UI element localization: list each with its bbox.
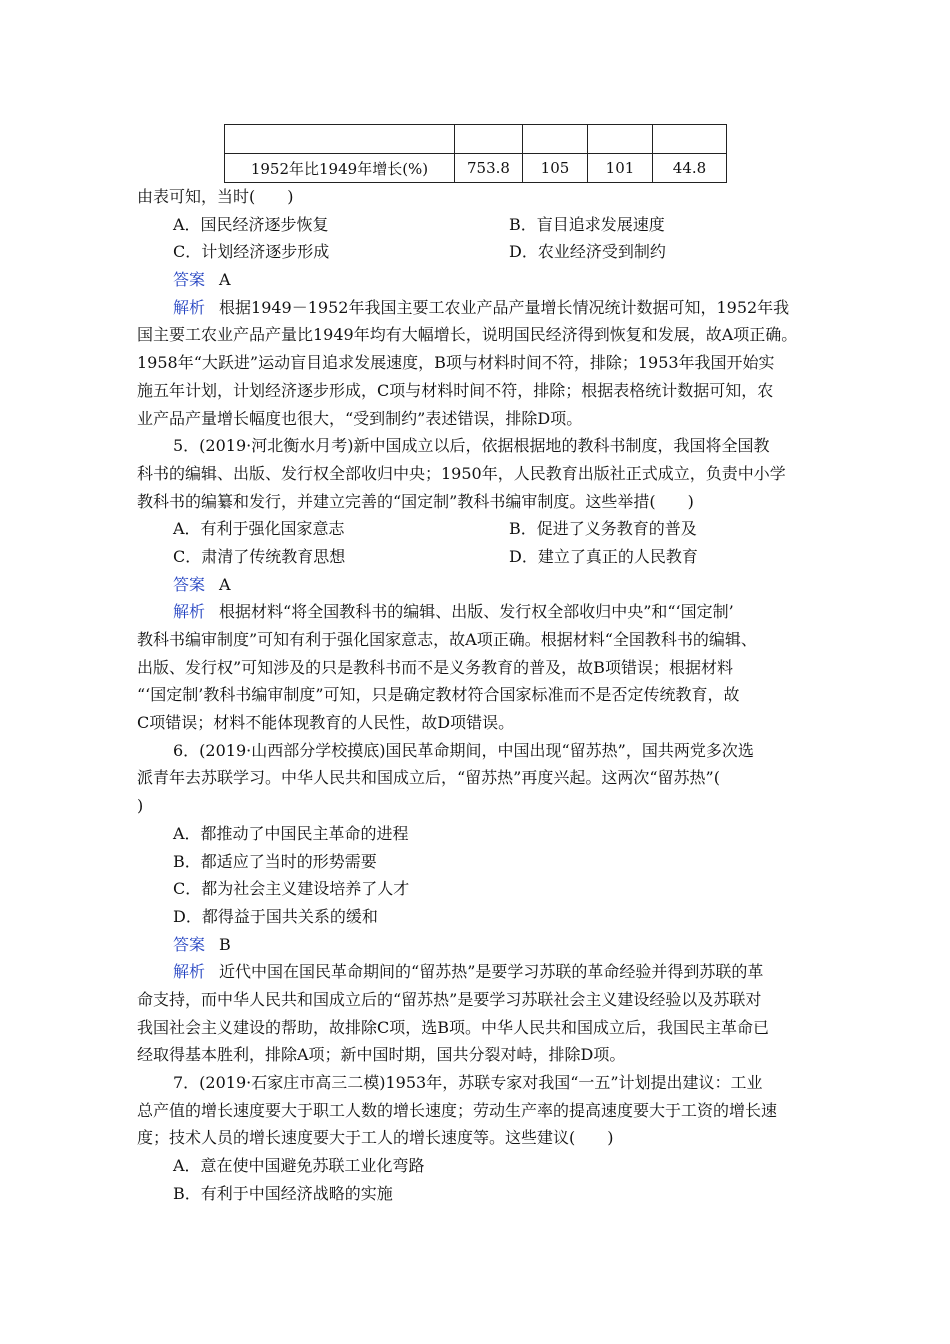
q5-options-row-2 [137,543,815,571]
answer-label: 答案 [173,574,206,594]
q6-stem-line: 派青年去苏联学习。中华人民共和国成立后，“留苏热”再度兴起。这两次“留苏热”( [137,768,720,788]
q4-answer [137,266,815,294]
q7-stem-line: 总产值的增长速度要大于职工人数的增长速度；劳动生产率的提高速度要大于工资的增长速 [137,1100,778,1120]
q6-stem-line: ) [137,796,144,816]
analysis-label: 解析 [173,602,206,622]
table-cell [225,125,455,154]
q5-stem-line: 科书的编辑、出版、发行权全部收归中央；1950年，人民教育出版社正式成立，负责中小学 [137,463,786,483]
q4-analysis-line: 解析 根据1949－1952年我国主要工农业产品产量增长情况统计数据可知，1952年我 [173,297,790,317]
q5-stem-line: 5．(2019·河北衡水月考)新中国成立以后，依据根据地的教科书制度，我国将全国教 [173,436,770,456]
q5-answer [137,571,815,599]
q4-analysis-line: 国主要工农业产品产量比1949年均有大幅增长，说明国民经济得到恢复和发展，故A项正确。 [137,325,798,345]
q4-options-row-2 [137,238,815,266]
q7-stem-line: 度；技术人员的增长速度要大于工人的增长速度等。这些建议( ) [137,1128,614,1148]
q7-option-a: A．意在使中国避免苏联工业化弯路 [173,1156,425,1176]
table-cell [523,125,588,154]
table-cell: 105 [523,154,588,183]
table-cell: 44.8 [653,154,727,183]
q4-stem: 由表可知，当时( ) [137,187,294,206]
q5-option-a: A．有利于强化国家意志 [173,519,345,539]
table-cell [653,125,727,154]
q6-analysis-line: 解析 近代中国在国民革命期间的“留苏热”是要学习苏联的革命经验并得到苏联的革 [173,962,764,982]
analysis-label: 解析 [173,297,206,317]
q7-stem-line: 7．(2019·石家庄市高三二模)1953年，苏联专家对我国“一五”计划提出建议：工业 [173,1073,763,1092]
q5-option-b: B．促进了义务教育的普及 [509,519,697,539]
table-cell: 101 [588,154,653,183]
q4-analysis-line: 施五年计划，计划经济逐步形成，C项与材料时间不符，排除；根据表格统计数据可知，农 [137,380,774,400]
q5-analysis-line: C项错误；材料不能体现教育的人民性，故D项错误。 [137,713,515,733]
q5-analysis-line: “‘国定制’教科书编审制度”可知，只是确定教材符合国家标准而不是否定传统教育，故 [137,685,740,705]
q6-option-d: D．都得益于国共关系的缓和 [173,906,378,926]
q6-option-b: B．都适应了当时的形势需要 [173,851,377,871]
q4-analysis-line: 业产品产量增长幅度也很大，“受到制约”表述错误，排除D项。 [137,408,583,428]
q4-option-b: B．盲目追求发展速度 [509,214,665,234]
q5-stem-line: 教科书的编纂和发行，并建立完善的“国定制”教科书编审制度。这些举措( ) [137,491,694,511]
q6-option-a: A．都推动了中国民主革命的进程 [173,823,409,843]
table-row-label: 1952年比1949年增长(%) [225,154,455,183]
q4-option-c: C．计划经济逐步形成 [173,242,330,262]
q6-answer [137,931,815,959]
q7-option-b: B．有利于中国经济战略的实施 [173,1183,393,1203]
q5-analysis-line: 出版、发行权”可知涉及的只是教科书而不是义务教育的普及，故B项错误；根据材料 [137,657,733,677]
q6-analysis-line: 经取得基本胜利，排除A项；新中国时期，国共分裂对峙，排除D项。 [137,1045,626,1065]
q6-analysis-line: 命支持，而中华人民共和国成立后的“留苏热”是要学习苏联社会主义建设经验以及苏联对 [137,989,762,1009]
answer-value: A [219,574,231,594]
table-cell: 753.8 [455,154,523,183]
q6-option-c: C．都为社会主义建设培养了人才 [173,879,410,899]
q4-option-d: D．农业经济受到制约 [509,242,666,262]
table-row [225,125,727,154]
statistics-table [224,124,727,183]
q4-options-row-1 [137,211,815,239]
q5-analysis-line: 教科书编审制度”可知有利于强化国家意志，故A项正确。根据材料“全国教科书的编辑、 [137,630,757,649]
table-cell [588,125,653,154]
analysis-label: 解析 [173,962,206,982]
answer-label: 答案 [173,934,206,954]
q5-option-d: D．建立了真正的人民教育 [509,546,698,566]
answer-label: 答案 [173,270,206,290]
answer-value: A [219,270,231,290]
q4-option-a: A．国民经济逐步恢复 [173,214,329,234]
q4-analysis-line: 1958年“大跃进”运动盲目追求发展速度，B项与材料时间不符，排除；1953年我国开始实 [137,353,775,373]
table-row [225,154,727,183]
q5-analysis-line: 解析 根据材料“将全国教科书的编辑、出版、发行权全部收归中央”和“‘国定制’ [173,602,734,622]
q5-option-c: C．肃清了传统教育思想 [173,546,346,566]
question-body [137,183,815,1207]
answer-value: B [219,934,231,954]
q6-analysis-line: 我国社会主义建设的帮助，故排除C项，选B项。中华人民共和国成立后，我国民主革命已 [137,1017,770,1037]
q5-options-row-1 [137,515,815,543]
table-cell [455,125,523,154]
q6-stem-line: 6．(2019·山西部分学校摸底)国民革命期间，中国出现“留苏热”，国共两党多次选 [173,740,754,760]
